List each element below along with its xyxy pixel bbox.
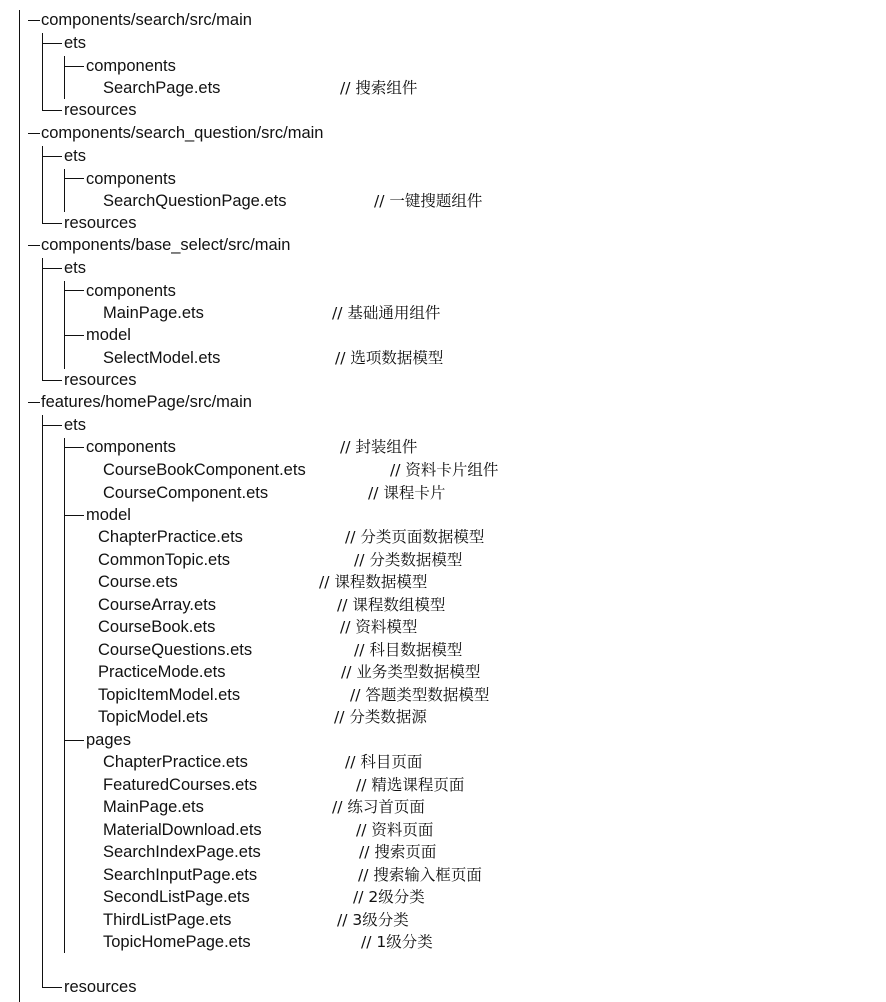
file-comment: // 一键搜题组件 [374, 192, 483, 210]
file-label: SecondListPage.ets [103, 888, 250, 906]
file-label: SelectModel.ets [103, 349, 221, 367]
tree-line [42, 415, 43, 988]
file-label: PracticeMode.ets [98, 663, 226, 681]
file-comment: // 答题类型数据模型 [350, 686, 490, 704]
file-comment: // 精选课程页面 [356, 776, 465, 794]
folder-label: ets [64, 34, 87, 52]
file-comment: // 课程数据模型 [319, 573, 428, 591]
file-comment: // 课程卡片 [368, 484, 446, 502]
tree-line [64, 66, 84, 67]
file-comment: // 业务类型数据模型 [341, 663, 481, 681]
tree-line [42, 380, 62, 381]
file-label: Course.ets [98, 573, 178, 591]
file-label: SearchQuestionPage.ets [103, 192, 287, 210]
tree-line [64, 290, 84, 291]
folder-label: ets [64, 147, 87, 165]
file-comment: // 选项数据模型 [335, 349, 444, 367]
file-comment: // 练习首页面 [332, 798, 425, 816]
file-comment: // 资料页面 [356, 821, 434, 839]
file-label: ChapterPractice.ets [103, 753, 248, 771]
file-comment: // 1级分类 [361, 933, 433, 951]
tree-line [42, 146, 43, 224]
file-label: SearchInputPage.ets [103, 866, 258, 884]
tree-line [19, 10, 20, 1002]
folder-label: ets [64, 259, 87, 277]
tree-line [42, 110, 62, 111]
file-comment: // 科目页面 [345, 753, 423, 771]
file-label: MaterialDownload.ets [103, 821, 262, 839]
file-comment: // 科目数据模型 [354, 641, 463, 659]
folder-label: resources [64, 214, 137, 232]
folder-label: resources [64, 978, 137, 996]
file-comment: // 基础通用组件 [332, 304, 441, 322]
file-label: MainPage.ets [103, 304, 204, 322]
file-label: ChapterPractice.ets [98, 528, 243, 546]
file-comment: // 课程数组模型 [337, 596, 446, 614]
file-label: TopicItemModel.ets [98, 686, 241, 704]
tree-line [64, 335, 84, 336]
tree-line [64, 447, 84, 448]
tree-line [28, 402, 40, 403]
tree-line [64, 740, 84, 741]
file-label: SearchIndexPage.ets [103, 843, 261, 861]
tree-line [28, 20, 40, 21]
file-label: MainPage.ets [103, 798, 204, 816]
tree-line [42, 425, 62, 426]
tree-line [42, 268, 62, 269]
folder-label: components [86, 170, 176, 188]
file-label: CourseBook.ets [98, 618, 216, 636]
tree-line [64, 281, 65, 369]
file-comment: // 3级分类 [337, 911, 409, 929]
folder-label: components [86, 282, 176, 300]
file-comment: // 资料卡片组件 [390, 461, 499, 479]
file-comment: // 分类数据源 [334, 708, 427, 726]
folder-label: components/search_question/src/main [41, 124, 324, 142]
file-label: SearchPage.ets [103, 79, 221, 97]
folder-label: resources [64, 371, 137, 389]
folder-comment: // 封装组件 [340, 438, 418, 456]
file-comment: // 搜索组件 [340, 79, 418, 97]
tree-line [64, 56, 65, 99]
folder-label: components [86, 438, 176, 456]
folder-label: components/base_select/src/main [41, 236, 291, 254]
tree-line [64, 515, 84, 516]
file-comment: // 2级分类 [353, 888, 425, 906]
folder-label: resources [64, 101, 137, 119]
folder-label: pages [86, 731, 131, 749]
tree-line [64, 178, 84, 179]
folder-label: model [86, 326, 131, 344]
file-label: CommonTopic.ets [98, 551, 231, 569]
file-label: CourseQuestions.ets [98, 641, 253, 659]
file-label: CourseBookComponent.ets [103, 461, 306, 479]
file-label: CourseArray.ets [98, 596, 216, 614]
tree-line [64, 169, 65, 212]
tree-line [42, 258, 43, 381]
folder-label: model [86, 506, 131, 524]
file-comment: // 分类页面数据模型 [345, 528, 485, 546]
file-comment: // 分类数据模型 [354, 551, 463, 569]
folder-label: ets [64, 416, 87, 434]
file-label: TopicModel.ets [98, 708, 209, 726]
tree-line [28, 245, 40, 246]
tree-line [42, 156, 62, 157]
file-label: FeaturedCourses.ets [103, 776, 258, 794]
tree-line [28, 133, 40, 134]
file-label: ThirdListPage.ets [103, 911, 232, 929]
tree-line [42, 987, 62, 988]
file-label: TopicHomePage.ets [103, 933, 251, 951]
file-label: CourseComponent.ets [103, 484, 269, 502]
file-comment: // 搜索输入框页面 [358, 866, 482, 884]
folder-label: components [86, 57, 176, 75]
folder-label: components/search/src/main [41, 11, 252, 29]
file-comment: // 搜索页面 [359, 843, 437, 861]
file-comment: // 资料模型 [340, 618, 418, 636]
folder-label: features/homePage/src/main [41, 393, 252, 411]
tree-line [42, 43, 62, 44]
tree-line [42, 33, 43, 111]
tree-line [42, 223, 62, 224]
